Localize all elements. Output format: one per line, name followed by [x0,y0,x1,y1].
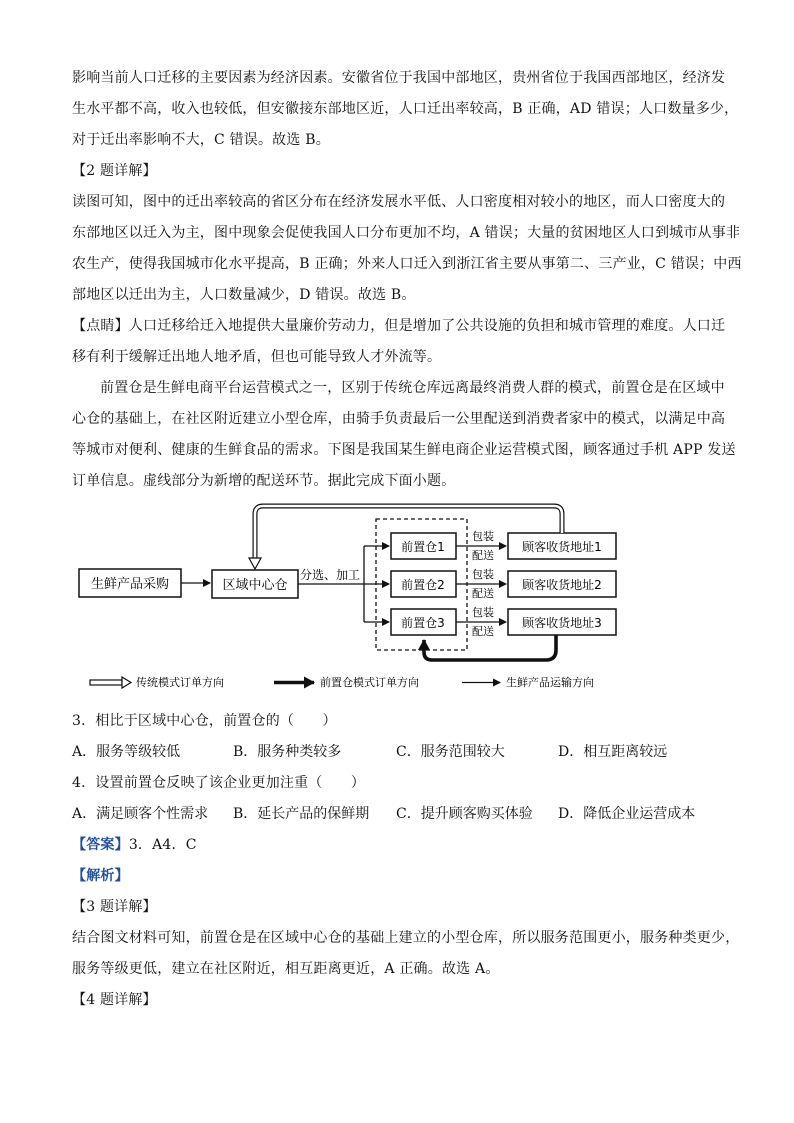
deliver-label-2: 配送 [472,587,494,600]
legend-transport-label: 生鲜产品运输方向 [506,676,594,689]
deliver-label-1: 配送 [472,549,494,562]
operation-mode-diagram [0,495,794,705]
tip-line: 移有利于缓解迁出地人地矛盾，但也可能导致人才外流等。 [72,349,442,365]
legend-traditional-label: 传统模式订单方向 [136,676,224,689]
front-warehouse-1-label: 前置仓1 [401,540,445,554]
text-line: 读图可知，图中的迁出率较高的省区分布在经济发展水平低、人口密度相对较小的地区，而人口密度大的 [72,194,726,210]
text-line: 农生产，使得我国城市化水平提高，B 正确；外来人口迁入到浙江省主要从事第二、三产业，C 错误；中西 [72,256,742,272]
legend [90,675,594,689]
traditional-order-arrowhead [249,558,261,569]
question-4: 4．设置前置仓反映了该企业更加注重（ ） [72,775,366,791]
q3-option-a: A．服务等级较低 [72,744,181,760]
center-warehouse-label: 区域中心仓 [222,578,288,593]
section-heading: 【2 题详解】 [72,163,157,179]
section-heading: 【3 题详解】 [72,899,157,915]
q4-option-d: D．降低企业运营成本 [558,806,696,822]
pack-label-1: 包装 [472,530,494,543]
text-line: 部地区以迁出为主，人口数量减少，D 错误。故选 B。 [72,287,416,303]
answer-explain-line: 结合图文材料可知，前置仓是在区域中心仓的基础上建立的小型仓库，所以服务范围更小，服务种类更少， [72,930,740,946]
tip-line: 【点睛】人口迁移给迁入地提供大量廉价劳动力，但是增加了公共设施的负担和城市管理的难度。人口迁 [72,318,726,334]
pack-label-3: 包装 [472,606,494,619]
q3-option-b: B．服务种类较多 [233,744,342,760]
text-line: 影响当前人口迁移的主要因素为经济因素。安徽省位于我国中部地区，贵州省位于我国西部地区，经济发 [72,70,726,86]
intro-line: 等城市对便利、健康的生鲜食品的需求。下图是我国某生鲜电商企业运营模式图，顾客通过手机 APP 发送 [72,442,736,458]
front-order-path [424,635,556,660]
purchase-label: 生鲜产品采购 [90,577,170,592]
analysis-label: 【解析】 [72,868,129,884]
answer-label: 【答案】 [72,837,129,853]
q3-option-c: C．服务范围较大 [396,744,505,760]
legend-traditional-symbol [90,680,122,685]
intro-line: 前置仓是生鲜电商平台运营模式之一，区别于传统仓库远离最终消费人群的模式，前置仓是在区域中 [100,380,725,396]
answer-line [72,835,197,855]
customer-address-1-label: 顾客收货地址1 [522,540,602,554]
answer-text: 3．A4．C [128,837,197,853]
legend-front-label: 前置仓模式订单方向 [320,676,419,689]
q4-option-a: A．满足顾客个性需求 [72,806,209,822]
text-line: 生水平都不高，收入也较低，但安徽接东部地区近，人口迁出率较高，B 正确，AD 错误；人口数量多少， [72,101,739,117]
text-line: 对于迁出率影响不大，C 错误。故选 B。 [72,132,330,148]
customer-address-3-label: 顾客收货地址3 [522,616,602,630]
question-3: 3．相比于区域中心仓，前置仓的（ ） [72,713,337,729]
front-warehouse-2-label: 前置仓2 [401,578,445,592]
q3-option-d: D．相互距离较远 [558,744,668,760]
answer-explain-line: 服务等级更低，建立在社区附近，相互距离更近，A 正确。故选 A。 [72,961,500,977]
front-warehouse-3-label: 前置仓3 [401,616,445,630]
section-heading: 【4 题详解】 [72,992,157,1008]
text-line: 东部地区以迁入为主，图中现象会促使我国人口分布更加不均，A 错误；大量的贫困地区人口到城市从事非 [72,225,741,241]
intro-line: 订单信息。虚线部分为新增的配送环节。据此完成下面小题。 [72,473,456,489]
process-label: 分选、加工 [299,568,361,582]
intro-line: 心仓的基础上，在社区附近建立小型仓库，由骑手负责最后一公里配送到消费者家中的模式，以满足中高 [72,411,726,427]
deliver-label-3: 配送 [472,625,494,638]
customer-address-2-label: 顾客收货地址2 [522,578,602,592]
q4-option-c: C．提升顾客购买体验 [396,806,533,822]
q4-option-b: B．延长产品的保鲜期 [233,806,370,822]
pack-label-2: 包装 [472,568,494,581]
